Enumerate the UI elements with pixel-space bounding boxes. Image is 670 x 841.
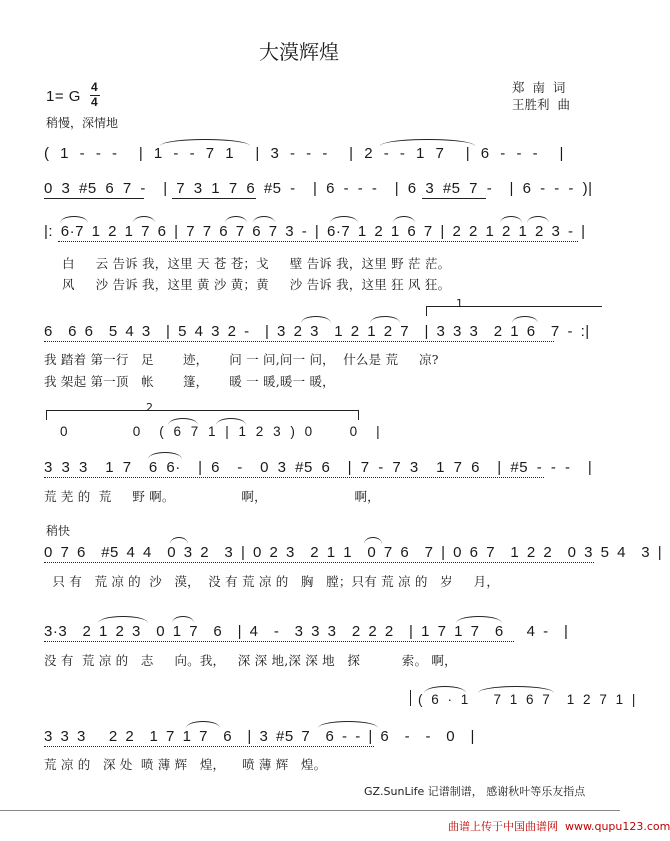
volta-1-number: 1 — [456, 297, 463, 310]
underline-beam — [172, 198, 256, 199]
slur — [380, 139, 475, 146]
barline — [410, 690, 411, 706]
line8-notes: 3 3 3 2 2 1 7 1 7 6 | 3 #5 7 6 - - | 6 - - 0 | — [44, 728, 475, 745]
tempo-marking: 稍慢，深情地 — [46, 116, 119, 130]
slur — [168, 418, 198, 425]
slur — [170, 537, 188, 544]
underline-beam — [44, 341, 554, 342]
time-signature-bottom: 4 — [91, 95, 99, 109]
underline-beam — [422, 198, 486, 199]
underline-beam — [44, 641, 514, 642]
verse-notes: |: 6·7 1 2 1 7 6 | 7 7 6 7 6 7 3 - | 6·7 1 2 1 6 7 | 2 2 1 2 1 2 3 - | — [44, 223, 586, 240]
underline-beam — [58, 241, 578, 242]
slur — [98, 616, 148, 623]
slur — [456, 616, 502, 623]
slur — [160, 139, 250, 146]
tempo-marking-faster: 稍快 — [46, 524, 71, 538]
underline-beam — [44, 198, 144, 199]
line7-notes: 3·3 2 1 2 3 0 1 7 6 | 4 - 3 3 3 2 2 2 | 1 7 1 7 6 4 - | — [44, 623, 569, 640]
slur — [186, 721, 220, 728]
slur — [253, 216, 275, 223]
slur — [364, 537, 382, 544]
line4-lyric-1: 我 踏着 第一行 足 迹， 问 一 问,问一 问， 什么是 荒 凉? — [44, 352, 439, 367]
line5-notes: 3 3 3 1 7 6 6· | 6 - 0 3 #5 6 | 7 - 7 3 1 7 6 | #5 - - - | — [44, 459, 593, 476]
underline-beam — [44, 746, 374, 747]
verse-lyric-2: 风 沙 告诉 我，这里 黄 沙 黄；黄 沙 告诉 我，这里 狂 风 狂。 — [62, 277, 451, 292]
song-title: 大漠辉煌 — [259, 40, 339, 64]
slur — [172, 616, 194, 623]
slur — [133, 216, 155, 223]
slur — [500, 216, 522, 223]
slur — [478, 686, 554, 693]
volta-2-upper-notes: 0 0 ( 6 7 1 | 1 2 3 ) 0 0 | — [60, 424, 381, 439]
volta-2-bracket — [46, 410, 358, 411]
line8-upper-notes: ( 6 · 1 7 1 6 7 1 2 7 1 | — [418, 692, 636, 707]
slur — [216, 418, 246, 425]
line4-lyric-2: 我 架起 第一顶 帐 篷， 暖 一 暖,暖一 暖， — [44, 374, 335, 389]
volta-1-bracket — [426, 306, 602, 307]
slur — [393, 216, 415, 223]
slur — [148, 452, 182, 459]
underline-beam — [44, 477, 544, 478]
underline-beam — [44, 562, 594, 563]
footer-divider — [0, 810, 620, 811]
volta-1-bracket-left — [426, 306, 427, 316]
line5-lyric: 荒 芜 的 荒 野 啊。 啊， 啊， — [44, 489, 380, 504]
verse-lyric-1: 白 云 告诉 我，这里 天 苍 苍；戈 壁 告诉 我，这里 野 茫 茫。 — [62, 256, 451, 271]
line6-lyric: 只 有 荒 凉 的 沙 漠， 没 有 荒 凉 的 胸 膛；只有 荒 凉 的 岁 月， — [44, 574, 500, 589]
line6-notes: 0 7 6 #5 4 4 0 3 2 3 | 0 2 3 2 1 1 0 7 6 7 | 0 6 7 1 2 2 0 3 5 4 3 | — [44, 544, 663, 561]
site-footer: 曲谱上传于中国曲谱网 www.qupu123.com — [448, 820, 670, 833]
key-signature: 1= G — [46, 88, 81, 105]
line7-lyric: 没 有 荒 凉 的 志 向。我， 深 深 地,深 深 地 探 索。 啊， — [44, 653, 457, 668]
line4-notes: 6 6 6 5 4 3 | 5 4 3 2 - | 3 2 3 1 2 1 2 7 | 3 3 3 2 1 6 7 - :| — [44, 323, 590, 340]
lyricist-credit: 郑 南 词 — [512, 80, 566, 95]
line8-lyric: 荒 凉 的 深 处 喷 薄 辉 煌， 喷 薄 辉 煌。 — [44, 757, 327, 772]
slur — [225, 216, 247, 223]
intro-line-2: 0 3 #5 6 7 - | 7 3 1 7 6 #5 - | 6 - - - | 6 3 #5 7 - | 6 - - - )| — [44, 180, 593, 197]
slur — [424, 686, 466, 693]
transcriber-credit: GZ.SunLife 记谱制谱， 感谢秋叶等乐友指点 — [364, 785, 586, 798]
slur — [512, 316, 538, 323]
slur — [318, 721, 378, 728]
volta-2-bracket-right — [358, 410, 359, 420]
slur — [301, 316, 331, 323]
slur — [370, 316, 400, 323]
slur — [330, 216, 358, 223]
volta-2-bracket-left — [46, 410, 47, 420]
slur — [60, 216, 88, 223]
slur — [527, 216, 549, 223]
volta-2-number: 2 — [146, 401, 153, 414]
composer-credit: 王胜利 曲 — [512, 97, 570, 112]
intro-line-1: ( 1 - - - | 1 - - 7 1 | 3 - - - | 2 - - 1 7 | 6 - - - | — [44, 145, 564, 162]
time-signature-top: 4 — [91, 80, 99, 94]
